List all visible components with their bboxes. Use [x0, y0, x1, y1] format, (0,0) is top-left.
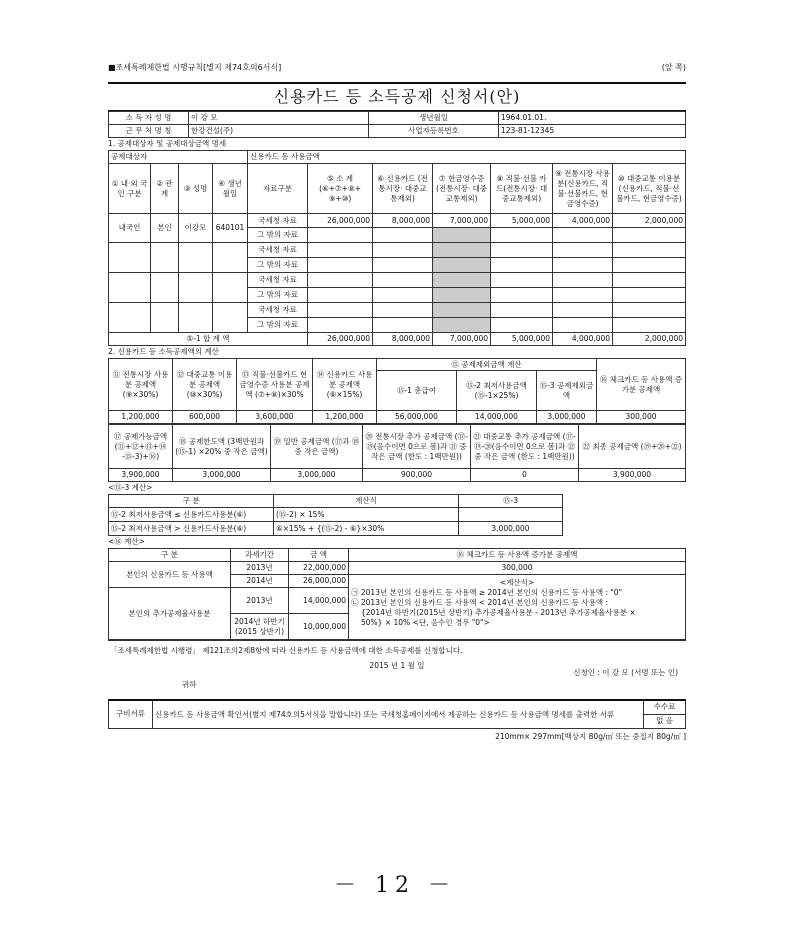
amount-cell: 4,000,000 — [553, 214, 613, 228]
calc15-cell: (⑮-2) × 15% — [274, 508, 459, 522]
calc16-header: ⑯ 체크카드 등 사용액 증가분 공제액 — [349, 549, 686, 562]
declaration-applicant: 신청인 : 이 강 모 (서명 또는 인) — [573, 668, 678, 677]
section1-row — [109, 243, 686, 258]
amount-cell — [373, 243, 433, 258]
s2-h1: ⑪ 전통시장 사용분 공제액 (⑨×30%) — [109, 359, 173, 411]
amount-cell: 26,000,000 — [308, 214, 373, 228]
source-label: 국세청 자료 — [248, 303, 308, 318]
section1-header-cell: ⑧ 직불·선불 카드(전통시장· 대중교통제외) — [491, 164, 553, 214]
calc16-formula — [349, 575, 686, 640]
amount-cell — [373, 318, 433, 333]
applicant-table — [108, 111, 686, 138]
target-group-header: 공제대상자 — [109, 151, 248, 164]
amount-cell — [373, 228, 433, 243]
section2-header-b: ⑰ 공제가능금액 (⑪+⑫+⑬+⑭ -⑮-3)+⑯) — [109, 425, 173, 469]
section2-title: 2. 신용카드 등 소득공제액의 계산 — [108, 347, 219, 356]
calc16-period: 2013년 — [231, 562, 289, 575]
section1-row — [109, 303, 686, 318]
amount-cell — [308, 258, 373, 273]
s2-h1-sub: ⑮-2 최저사용금액 (⑮-1×25%) — [457, 371, 537, 411]
section1-title: 1. 공제대상자 및 공제대상금액 명세 — [108, 139, 227, 148]
calc16-amount: 10,000,000 — [289, 614, 349, 640]
section2-table-b — [108, 424, 686, 482]
calc16-period: 2013년 — [231, 588, 289, 614]
amount-cell — [308, 228, 373, 243]
section1-row — [109, 214, 686, 228]
person-cell — [213, 273, 248, 303]
amount-cell — [308, 303, 373, 318]
amount-cell — [613, 303, 686, 318]
calc15-header: 구 분 — [109, 495, 274, 508]
amount-cell: 7,000,000 — [433, 214, 491, 228]
amount-cell — [308, 318, 373, 333]
amount-cell — [613, 228, 686, 243]
source-label: 국세청 자료 — [248, 243, 308, 258]
calc16-table — [108, 548, 686, 640]
bizno-value: 123-81-12345 — [499, 125, 686, 138]
total-cell: 4,000,000 — [553, 333, 613, 346]
amount-cell — [553, 288, 613, 303]
person-cell — [179, 243, 213, 273]
person-cell — [213, 303, 248, 333]
amount-cell — [613, 258, 686, 273]
person-cell — [151, 273, 179, 303]
section1-header-cell: ③ 성명 — [179, 164, 213, 214]
section1-header-cell: ⑥ 신용카드 (전통시장· 대중교통제외) — [373, 164, 433, 214]
own-use-label: 본인의 신용카드 등 사용액 — [109, 562, 231, 588]
form-page — [108, 60, 686, 742]
calc15-title: <⑮-3 계산> — [108, 483, 153, 492]
section2-value-b: 3,900,000 — [579, 469, 686, 482]
amount-cell — [613, 243, 686, 258]
form-reference: ■조세특례제한법 시행규칙[별지 제74호의6서식] — [108, 62, 282, 72]
amount-cell — [433, 273, 491, 288]
declaration-date: 2015 년 1 월 일 — [369, 661, 425, 670]
person-cell: 본인 — [151, 214, 179, 243]
calc15-header: 계산식 — [274, 495, 459, 508]
amount-cell: 2,000,000 — [613, 214, 686, 228]
docs-table — [108, 699, 686, 729]
section1-header-cell: ① 내·외 국인 구분 — [109, 164, 151, 214]
section2-header-b: ㉒ 최종 공제금액 (⑲+⑳+㉑) — [579, 425, 686, 469]
section2-value: 300,000 — [597, 411, 686, 424]
person-cell — [179, 303, 213, 333]
amount-cell — [553, 303, 613, 318]
section2-table-a — [108, 358, 686, 424]
section2-value: 3,000,000 — [537, 411, 597, 424]
section2-header-b: ㉑ 대중교통 추가 공제금액 (⑰-⑲-⑳(음수이면 0으로 봄)과 ⑫ 중 작은 금액 (한도 : 1백만원)) — [471, 425, 579, 469]
section1-body — [109, 214, 686, 333]
s2-h1: ⑫ 대중교통 이용분 공제액 (⑩×30%) — [173, 359, 237, 411]
source-label: 그 밖의 자료 — [248, 228, 308, 243]
section2-header-b: ⑲ 일반 공제금액 (⑰과 ⑱ 중 작은 금액) — [271, 425, 363, 469]
formula-line: 50%} × 10% <단, 음수인 경우 "0"> — [361, 618, 490, 627]
amount-cell: 5,000,000 — [491, 214, 553, 228]
person-cell — [213, 243, 248, 273]
total-cell: 5,000,000 — [491, 333, 553, 346]
amount-cell — [491, 273, 553, 288]
section1-header-cell: ⑨ 전통시장 사용분(신용카드, 직불·선불카드, 현금영수증) — [553, 164, 613, 214]
section1-header-cell: ⑦ 현금영수증 (전통시장· 대중교통제외) — [433, 164, 491, 214]
amount-cell — [308, 288, 373, 303]
total-cell: 2,000,000 — [613, 333, 686, 346]
person-cell — [179, 273, 213, 303]
calc15-cell: ⑮-2 최저사용금액 > 신용카드사용분(⑥) — [109, 522, 274, 536]
amount-cell — [553, 258, 613, 273]
form-header — [108, 60, 686, 74]
amount-cell — [491, 303, 553, 318]
calc16-header: 구 분 — [109, 549, 231, 562]
section1-header-cell: ⑤ 소 계 (⑥+⑦+⑧+ ⑨+⑩) — [308, 164, 373, 214]
birth-value: 1964.01.01. — [499, 112, 686, 125]
bizno-label: 사업자등록번호 — [369, 125, 499, 138]
total-cell: 7,000,000 — [433, 333, 491, 346]
workplace-value: 한강건설(주) — [189, 125, 369, 138]
amount-cell — [491, 228, 553, 243]
source-label: 국세청 자료 — [248, 214, 308, 228]
amount-cell — [308, 273, 373, 288]
name-value: 이 강 모 — [189, 112, 369, 125]
section2-value: 14,000,000 — [457, 411, 537, 424]
calc15-header: ⑮-3 — [459, 495, 563, 508]
s2-h1: ⑬ 직불·선불카드 현금영수증 사용분 공제액 (⑦+⑧)×30% — [237, 359, 313, 411]
section2-values-row-b — [109, 469, 686, 482]
source-label: 그 밖의 자료 — [248, 318, 308, 333]
form-title: 신용카드 등 소득공제 신청서(안) — [108, 82, 686, 111]
person-cell: 내국인 — [109, 214, 151, 243]
declaration-text: 「조세특례제한법 시행령」 제121조의2제8항에 따라 신용카드 등 사용금액에 대한 소득공제를 신청합니다. — [110, 646, 463, 655]
birth-label: 생년월일 — [369, 112, 499, 125]
section2-header-row-b — [109, 425, 686, 469]
person-cell: 이강모 — [179, 214, 213, 243]
section1-header-cell: 자료구분 — [248, 164, 308, 214]
amount-cell — [433, 318, 491, 333]
amount-cell — [373, 273, 433, 288]
calc16-amount: 26,000,000 — [289, 575, 349, 588]
amount-cell — [373, 303, 433, 318]
section1-header-cell: ⑩ 대중교통 이용분(신용카드, 직불·선불카드, 현금영수증) — [613, 164, 686, 214]
amount-cell — [553, 243, 613, 258]
formula-title: <계산식> — [499, 578, 535, 587]
calc16-amount: 14,000,000 — [289, 588, 349, 614]
declaration-to: 귀하 — [182, 680, 197, 689]
section2-value: 600,000 — [173, 411, 237, 424]
amount-cell: 8,000,000 — [373, 214, 433, 228]
section2-value-b: 3,000,000 — [173, 469, 271, 482]
person-cell: 640101 — [213, 214, 248, 243]
paper-spec: 210mm× 297mm[백상지 80g/㎡ 또는 중질지 80g/㎡ ] — [495, 731, 686, 741]
name-label: 소 득 자 성 명 — [109, 112, 189, 125]
calc15-cell — [459, 508, 563, 522]
docs-text: 신용카드 등 사용금액 확인서(별지 제74호의5서식을 말합니다) 또는 국세청홈페이지에서 제공하는 신용카드 등 사용금액 명세를 출력한 서류 — [153, 700, 644, 728]
page-number: － 12 － — [334, 873, 456, 898]
fee-value: 없 음 — [644, 714, 686, 728]
amount-cell — [491, 243, 553, 258]
amount-cell — [308, 243, 373, 258]
calc16-amount: 22,000,000 — [289, 562, 349, 575]
section2-value: 3,600,000 — [237, 411, 313, 424]
calc16-header: 과세기간 — [231, 549, 289, 562]
section2-values-row — [109, 411, 686, 424]
amount-cell — [491, 288, 553, 303]
fee-label: 수수료 — [644, 700, 686, 714]
person-cell — [109, 243, 151, 273]
section1-header-row — [109, 164, 686, 214]
amount-cell — [433, 228, 491, 243]
total-label: ⑤-1 합 계 액 — [109, 333, 308, 346]
person-cell — [151, 243, 179, 273]
source-label: 국세청 자료 — [248, 273, 308, 288]
amount-cell — [373, 258, 433, 273]
section1-table — [108, 150, 686, 346]
person-cell — [109, 273, 151, 303]
check-card-result: 300,000 — [349, 562, 686, 575]
amount-cell — [613, 288, 686, 303]
formula-line: ㉠ 2013년 본인의 신용카드 등 사용액 ≥ 2014년 본인의 신용카드 등 사용액 : "0" — [351, 588, 623, 597]
section2-value: 56,000,000 — [377, 411, 457, 424]
amount-cell — [373, 288, 433, 303]
s2-h1-sub: ⑮-1 총급여 — [377, 371, 457, 411]
section2-value: 1,200,000 — [109, 411, 173, 424]
section2-value-b: 3,000,000 — [271, 469, 363, 482]
amount-cell — [613, 273, 686, 288]
calc16-period: 2014년 하반기 (2015 상반기) — [231, 614, 289, 640]
s2-h1: ⑭ 신용카드 사용분 공제액 (⑥×15%) — [313, 359, 377, 411]
amount-cell — [433, 288, 491, 303]
calc16-title: <⑯ 계산> — [108, 537, 145, 546]
source-label: 그 밖의 자료 — [248, 288, 308, 303]
amount-cell — [433, 243, 491, 258]
docs-label: 구비서류 — [109, 700, 153, 728]
s2-h1: ⑯ 체크카드 등 사용액 증가분 공제액 — [597, 359, 686, 411]
section2-header-b: ⑳ 전통시장 추가 공제금액 (⑰-⑲(음수이면 0으로 봄)과 ⑪ 중 작은 금액 (한도 : 1백만원)) — [363, 425, 471, 469]
section1-header-cell: ④ 생년월일 — [213, 164, 248, 214]
declaration — [108, 640, 686, 689]
total-cell: 26,000,000 — [308, 333, 373, 346]
amount-cell — [491, 258, 553, 273]
amount-cell — [553, 273, 613, 288]
person-cell — [109, 303, 151, 333]
section2-header-b: ⑱ 공제한도액 (3백만원과 (⑮-1) ×20% 중 작은 금액) — [173, 425, 271, 469]
calc15-cell: ⑥×15% + {(⑮-2) - ⑥}×30% — [274, 522, 459, 536]
calc16-header: 금 액 — [289, 549, 349, 562]
amount-cell — [491, 318, 553, 333]
workplace-label: 근 무 처 명 칭 — [109, 125, 189, 138]
add-base-label: 본인의 추가공제율사용분 — [109, 588, 231, 640]
s2-h1-sub: ⑮-3 공제제외금액 — [537, 371, 597, 411]
section2-value: 1,200,000 — [313, 411, 377, 424]
section2-value-b: 0 — [471, 469, 579, 482]
section2-value-b: 3,900,000 — [109, 469, 173, 482]
calc16-period: 2014년 — [231, 575, 289, 588]
calc15-cell: 3,000,000 — [459, 522, 563, 536]
formula-line: {2014년 하반기(2015년 상반기) 추가공제율사용분 - 2013년 추가공제율사용분 × — [361, 608, 636, 617]
s2-h1: ⑮ 공제제외금액 계산 — [377, 359, 597, 371]
amount-cell — [553, 228, 613, 243]
amount-cell — [613, 318, 686, 333]
calc15-table — [108, 494, 563, 536]
section1-row — [109, 273, 686, 288]
amount-cell — [433, 303, 491, 318]
amount-cell — [433, 258, 491, 273]
amount-cell — [553, 318, 613, 333]
formula-line: ㉡ 2013년 본인의 신용카드 등 사용액 < 2014년 본인의 신용카드 등 사용액 : — [351, 598, 608, 607]
total-cell: 8,000,000 — [373, 333, 433, 346]
front-side-label: (앞 쪽) — [661, 62, 686, 72]
section1-header-cell: ② 관계 — [151, 164, 179, 214]
calc15-cell: ⑮-2 최저사용금액 ≤ 신용카드사용분(⑥) — [109, 508, 274, 522]
usage-group-header: 신용카드 등 사용금액 — [248, 151, 686, 164]
person-cell — [151, 303, 179, 333]
section2-value-b: 900,000 — [363, 469, 471, 482]
source-label: 그 밖의 자료 — [248, 258, 308, 273]
